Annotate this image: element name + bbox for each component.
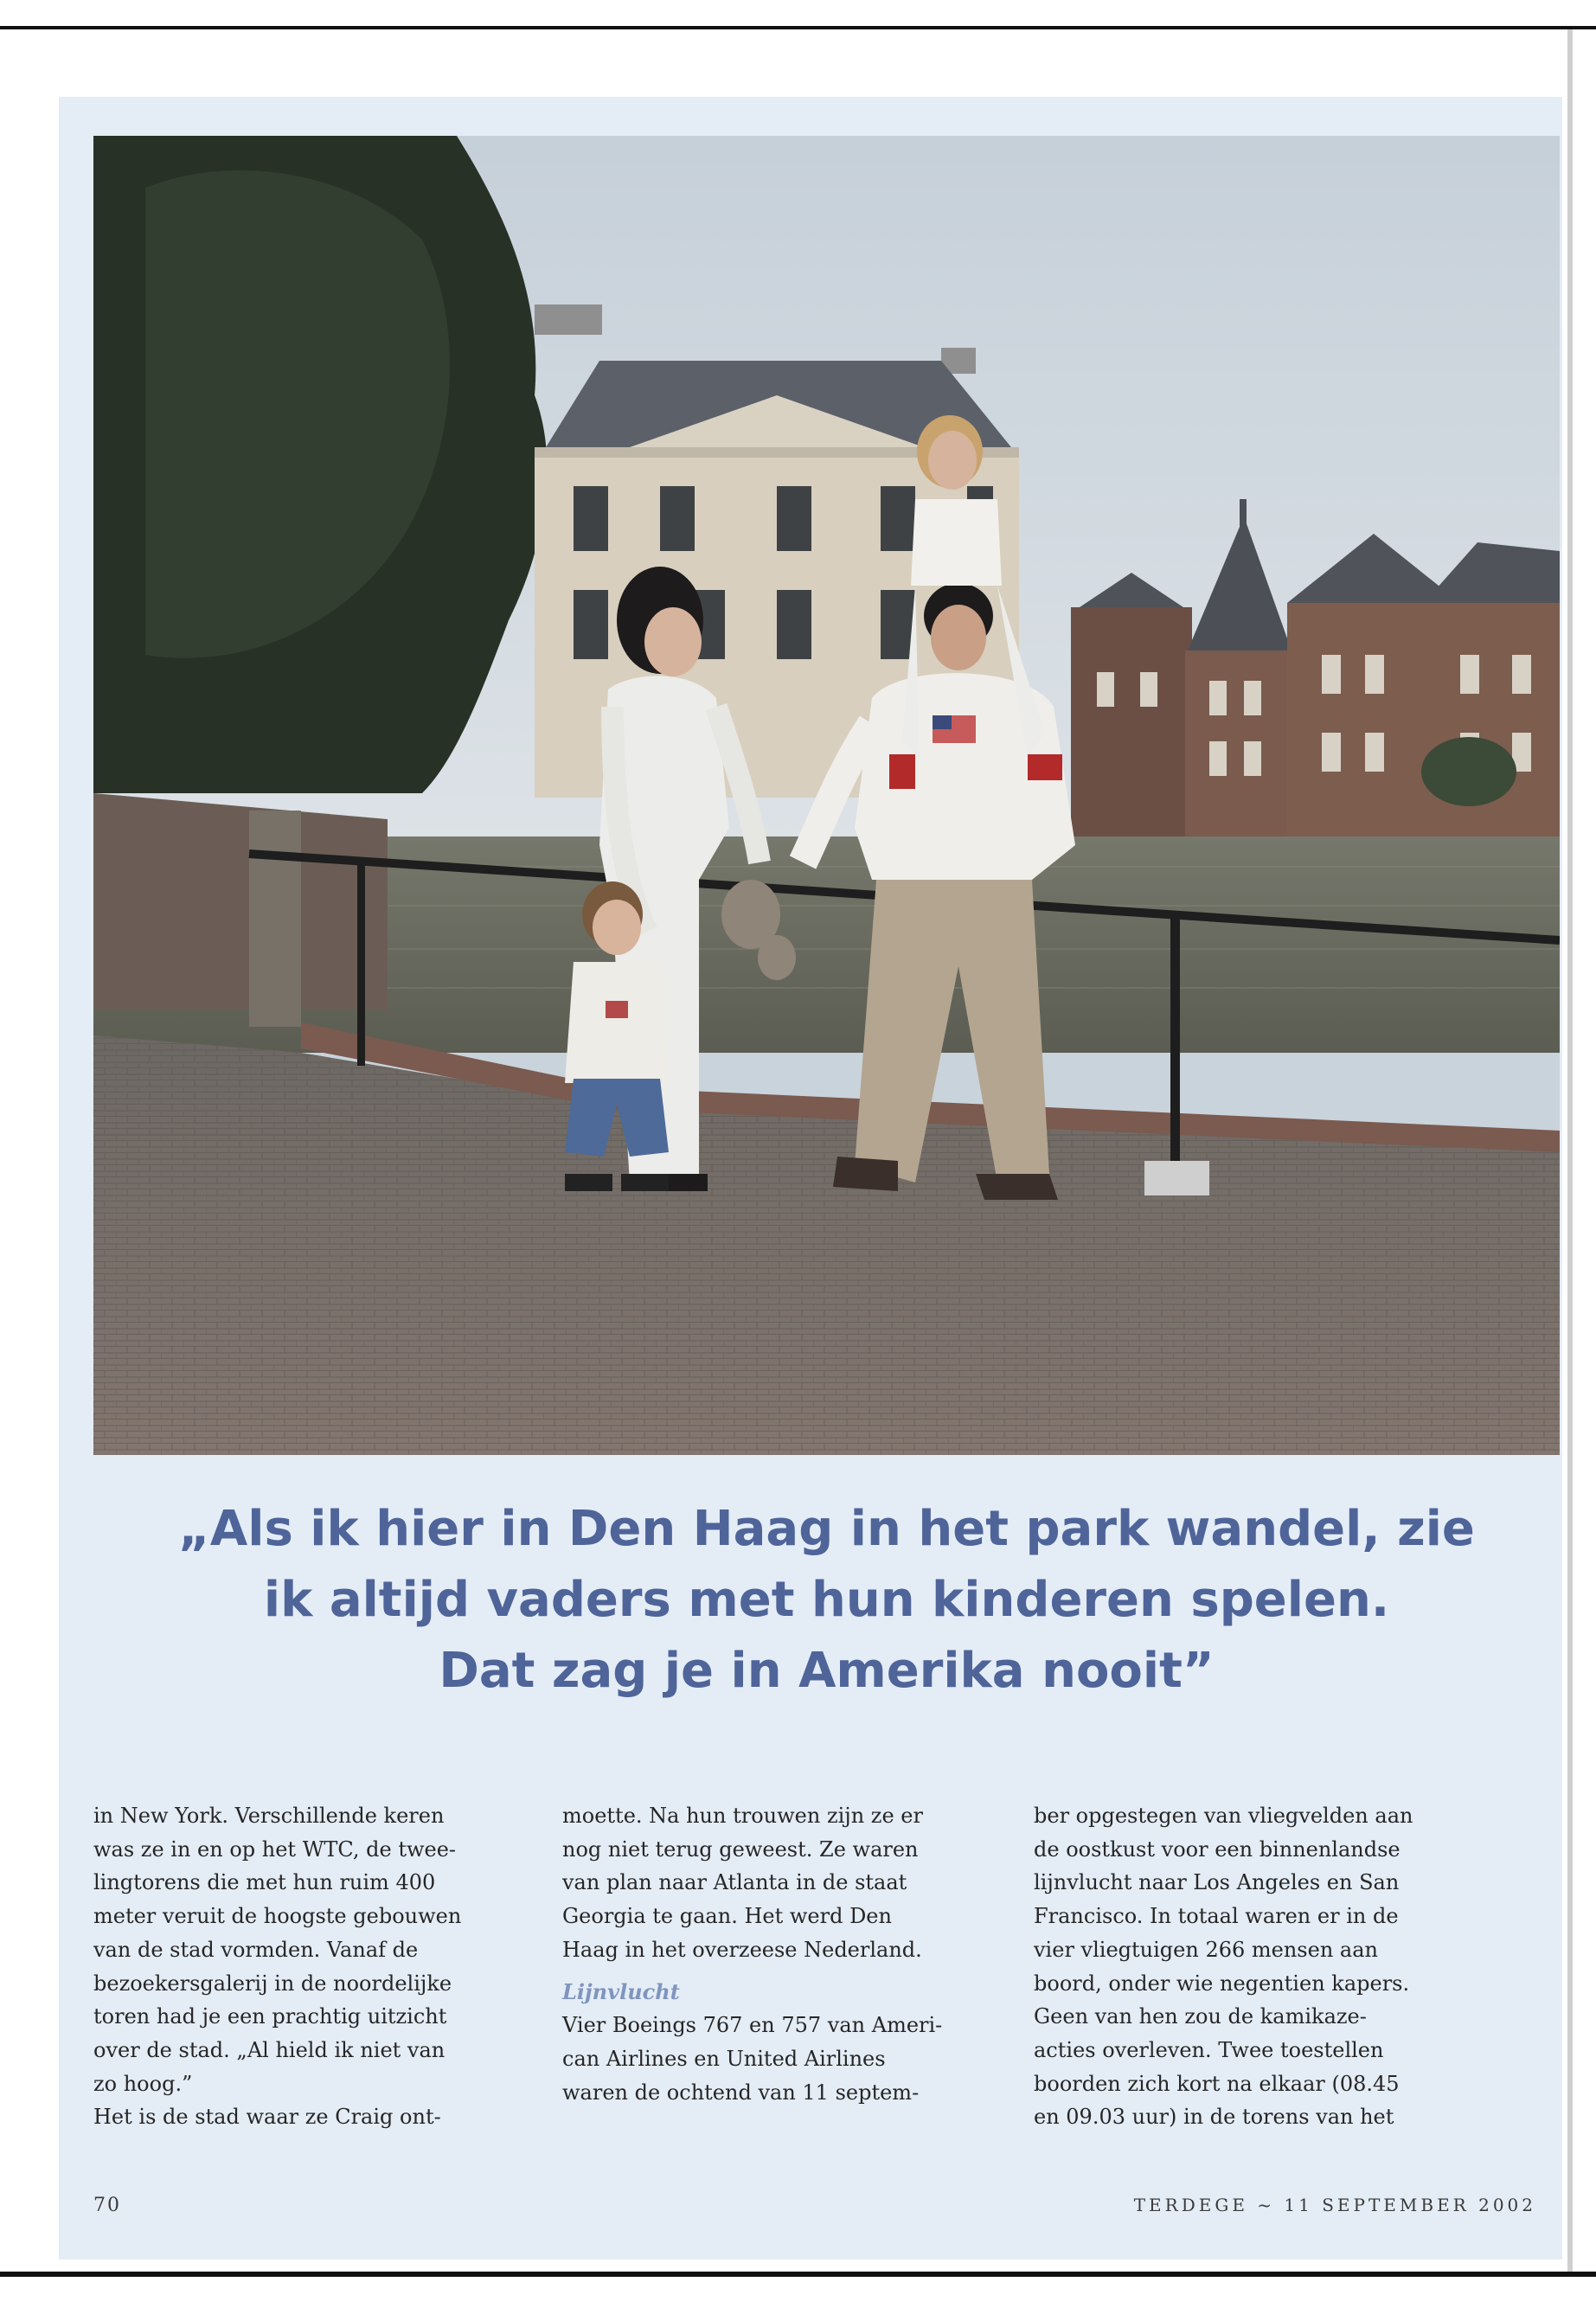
article-paragraph [93,1799,517,2134]
family-photo-illustration [93,136,1560,1455]
page-edge-strip [1567,29,1573,2272]
text-line: bezoekersgalerij in de noordelijke [93,1971,452,1996]
publication-line: TERDEGE ~ 11 SEPTEMBER 2002 [1133,2195,1536,2215]
article-paragraph [1034,1799,1458,2134]
article-column-2 [562,1799,986,2109]
text-line: boord, onder wie negentien kapers. [1034,1971,1410,1996]
text-line: waren de ochtend van 11 septem- [562,2080,920,2105]
text-line: over de stad. „Al hield ik niet van [93,2037,445,2062]
text-line: ber opgestegen van vliegvelden aan [1034,1804,1413,1828]
bottom-border-rule [0,2272,1596,2277]
text-line: Het is de stad waar ze Craig ont- [93,2105,441,2130]
text-line: lijnvlucht naar Los Angeles en San [1034,1870,1400,1895]
article-paragraph [562,1799,986,1967]
text-line: vier vliegtuigen 266 mensen aan [1034,1937,1378,1962]
text-line: Georgia te gaan. Het werd Den [562,1904,892,1929]
text-line: meter veruit de hoogste gebouwen [93,1904,462,1929]
article-paragraph [562,2009,986,2109]
text-line: nog niet terug geweest. Ze waren [562,1836,919,1862]
page-number: 70 [93,2195,121,2216]
pull-quote-line: ik altijd vaders met hun kinderen spelen. [263,1572,1390,1628]
article-column-1 [93,1799,517,2134]
text-line: Geen van hen zou de kamikaze- [1034,2004,1367,2029]
text-line: Vier Boeings 767 en 757 van Ameri- [562,2013,943,2038]
text-line: acties overleven. Twee toestellen [1034,2037,1384,2062]
family-photo [93,136,1560,1455]
text-line: Haag in het overzeese Nederland. [562,1937,922,1962]
text-line: boorden zich kort na elkaar (08.45 [1034,2071,1400,2096]
text-line: lingtorens die met hun ruim 400 [93,1870,436,1895]
section-subhead: Lijnvlucht [562,1978,680,2004]
pull-quote-line: „Als ik hier in Den Haag in het park wandel, zie [178,1501,1475,1557]
article-column-3 [1034,1799,1458,2134]
text-line: van de stad vormden. Vanaf de [93,1937,419,1962]
text-line: van plan naar Atlanta in de staat [562,1870,907,1895]
pull-quote [93,1494,1560,1844]
text-line: can Airlines en United Airlines [562,2046,886,2071]
text-line: zo hoog.” [93,2071,193,2096]
text-line: in New York. Verschillende keren [93,1804,445,1828]
top-border-rule [0,26,1596,29]
text-line: Francisco. In totaal waren er in de [1034,1904,1399,1929]
text-line: moette. Na hun trouwen zijn ze er [562,1804,923,1828]
magazine-page [59,97,1562,2259]
text-line: de oostkust voor een binnenlandse [1034,1836,1401,1862]
text-line: toren had je een prachtig uitzicht [93,2004,447,2029]
text-line: was ze in en op het WTC, de twee- [93,1836,457,1862]
pull-quote-line: Dat zag je in Amerika nooit” [439,1643,1215,1699]
text-line: en 09.03 uur) in de torens van het [1034,2105,1394,2130]
